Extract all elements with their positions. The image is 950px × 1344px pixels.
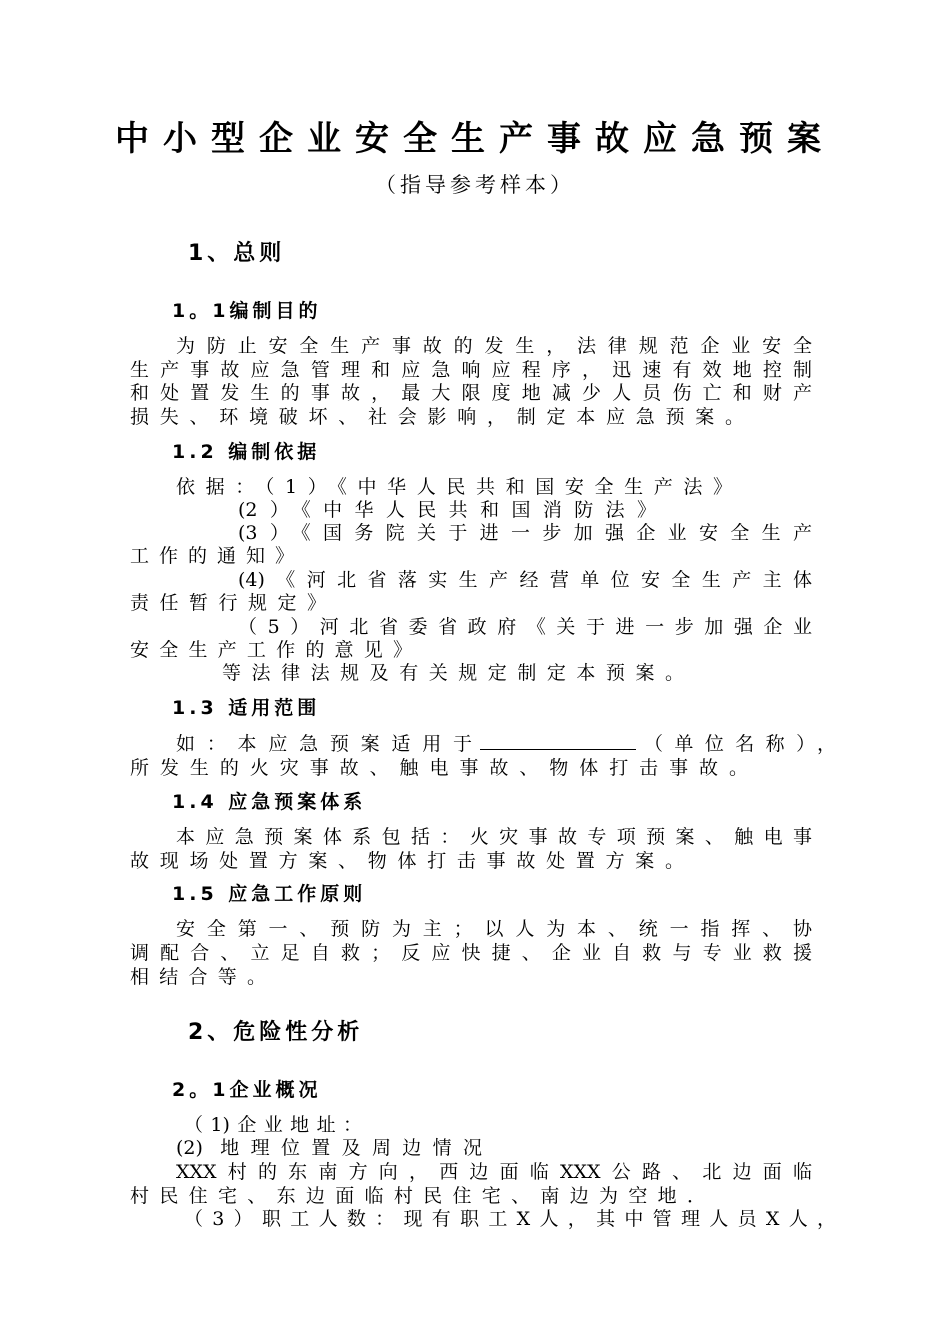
paragraph-line: 责任暂行规定》: [130, 592, 326, 614]
paragraph-line: XXX村的东南方向，西边面临XXX公路、北边面临: [176, 1161, 812, 1183]
section-1-2-heading: 1.2 编制依据: [172, 441, 321, 463]
paragraph-line: 和处置发生的事故，最大限度地减少人员伤亡和财产: [130, 382, 812, 404]
paragraph-line: 损失、环境破坏、社会影响，制定本应急预案。: [130, 406, 744, 428]
paragraph-line: （5）河北省委省政府《关于进一步加强企业: [238, 616, 812, 638]
paragraph-line: 所发生的火灾事故、触电事故、物体打击事故。: [130, 757, 748, 779]
paragraph-line: 为防止安全生产事故的发生，法律规范企业安全: [176, 335, 812, 357]
paragraph-line: (2) 地理位置及周边情况: [176, 1137, 482, 1159]
paragraph-line: （1)企业地址：: [184, 1114, 362, 1136]
paragraph-line: 安全生产工作的意见》: [130, 639, 412, 661]
paragraph-line: 工作的通知》: [130, 545, 294, 567]
paragraph-line: 生产事故应急管理和应急响应程序，迅速有效地控制: [130, 359, 812, 381]
paragraph-line: 等法律法规及有关规定制定本预案。: [222, 662, 684, 684]
paragraph-line: 故现场处置方案、物体打击事故处置方案。: [130, 850, 684, 872]
paragraph-line: 相结合等。: [130, 966, 266, 988]
document-title: 中小型企业安全生产事故应急预案: [115, 119, 835, 159]
paragraph-line: 安全第一、预防为主；以人为本、统一指挥、协: [176, 918, 812, 940]
paragraph-line: 村民住宅、东边面临村民住宅、南边为空地．: [130, 1185, 706, 1207]
section-1-heading: 1、总则: [188, 241, 286, 266]
document-subtitle: （指导参考样本）: [375, 173, 575, 197]
section-1-5-heading: 1.5 应急工作原则: [172, 883, 367, 905]
paragraph-line: （3）职工人数：现有职工X人，其中管理人员X人，: [184, 1208, 836, 1230]
section-1-3-heading: 1.3 适用范围: [172, 697, 321, 719]
scope-prefix: 如：本应急预案适用于: [176, 733, 472, 755]
section-1-1-heading: 1。1编制目的: [172, 300, 322, 322]
paragraph-line: 依据：（1）《中华人民共和国安全生产法》: [176, 476, 732, 498]
section-2-1-heading: 2。1企业概况: [172, 1079, 322, 1101]
paragraph-line: (4)《河北省落实生产经营单位安全生产主体: [238, 569, 812, 591]
scope-line: [176, 732, 836, 756]
paragraph-line: (3）《国务院关于进一步加强企业安全生产: [238, 522, 812, 544]
section-2-heading: 2、危险性分析: [188, 1020, 364, 1045]
unit-name-blank[interactable]: [480, 733, 636, 750]
paragraph-line: 调配合、立足自救；反应快捷、企业自救与专业救援: [130, 942, 812, 964]
scope-suffix: （单位名称），: [644, 733, 836, 755]
paragraph-line: (2）《中华人民共和国消防法》: [238, 499, 656, 521]
section-1-4-heading: 1.4 应急预案体系: [172, 791, 367, 813]
paragraph-line: 本应急预案体系包括：火灾事故专项预案、触电事: [176, 826, 812, 848]
